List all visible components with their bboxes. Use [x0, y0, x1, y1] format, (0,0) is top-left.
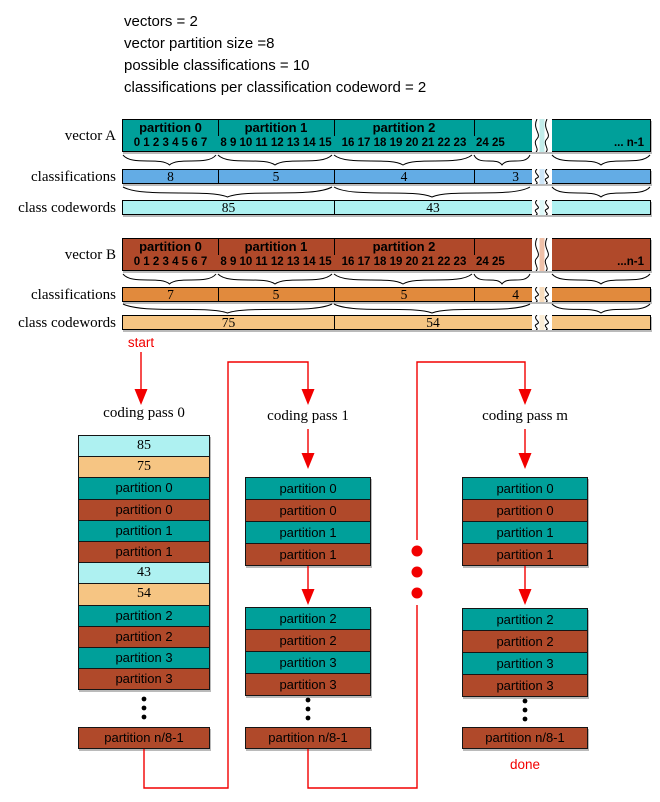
divider	[334, 239, 335, 255]
arrowhead	[519, 453, 532, 469]
sample-indices: 24 25	[476, 137, 505, 149]
arrowhead	[519, 389, 532, 405]
vector-a-classifications-bar	[122, 169, 651, 184]
header-line-partition-size: vector partition size =8	[124, 35, 275, 52]
stack-box: partition 0	[245, 477, 371, 500]
stack-box: partition 3	[462, 652, 588, 675]
partition-segment-label: partition 2	[372, 120, 436, 135]
divider	[334, 316, 335, 329]
stack-box: partition 0	[78, 499, 210, 521]
stack-box: partition 1	[462, 521, 588, 544]
class-codewords-a-label: class codewords	[18, 200, 116, 216]
arrowhead	[302, 389, 315, 405]
header-line-vectors: vectors = 2	[124, 13, 198, 30]
classification-value: 4	[400, 169, 408, 184]
stack-box: partition 2	[78, 605, 210, 627]
classification-value: 7	[167, 287, 174, 302]
classification-value: 3	[512, 169, 519, 184]
codeword-value: 54	[426, 315, 440, 330]
brace	[473, 273, 531, 285]
stack-box: 75	[78, 456, 210, 478]
divider	[474, 239, 475, 255]
stack-box: partition 1	[245, 521, 371, 544]
brace	[333, 273, 473, 285]
stack-box: partition 0	[462, 477, 588, 500]
vector-a-codewords-bar	[122, 200, 651, 215]
brace	[122, 186, 333, 198]
bar-tear-break	[532, 119, 552, 152]
partition-segment-label: partition 2	[372, 239, 436, 254]
stack-box: partition 2	[245, 629, 371, 652]
tail-indices: ... n-1	[613, 137, 644, 149]
stack-box: partition 3	[78, 668, 210, 690]
classifications-b-label: classifications	[31, 287, 116, 303]
codeword-value: 85	[221, 200, 236, 215]
coding-pass-m-label: coding pass m	[482, 408, 568, 424]
stack-box: partition 2	[245, 607, 371, 630]
brace	[551, 303, 651, 314]
bar-tear-break	[532, 238, 552, 271]
coding-pass-0-last-box: partition n/8-1	[78, 727, 210, 749]
arrowhead	[135, 389, 148, 405]
arrowhead	[519, 589, 532, 605]
coding-pass-m-last-box: partition n/8-1	[462, 727, 588, 749]
stack-box: 54	[78, 583, 210, 605]
partition-segment-label: partition 1	[244, 239, 308, 254]
brace	[122, 303, 333, 314]
brace	[217, 273, 333, 285]
stack-box: partition 3	[462, 674, 588, 697]
coding-pass-1-label: coding pass 1	[267, 408, 349, 424]
sample-indices: 16 17 18 19 20 21 22 23	[341, 256, 467, 268]
brace	[333, 303, 531, 314]
stack-box: partition 2	[462, 630, 588, 653]
vector-a-label: vector A	[64, 128, 116, 144]
bar-tear-break	[532, 200, 552, 215]
divider	[218, 239, 219, 255]
coding-pass-m-group1	[462, 477, 588, 566]
divider	[334, 120, 335, 136]
coding-pass-1-group1	[245, 477, 371, 566]
classification-value: 8	[167, 169, 174, 184]
sample-indices: 16 17 18 19 20 21 22 23	[341, 137, 467, 149]
bar-tear-break	[532, 169, 552, 184]
stack-box: partition 0	[78, 477, 210, 499]
vector-b-classifications-bar	[122, 287, 651, 302]
stack-box: partition 3	[245, 673, 371, 696]
vector-a-bar	[122, 119, 651, 152]
stack-box: partition 1	[245, 543, 371, 566]
coding-pass-m-group2	[462, 608, 588, 697]
codeword-value: 75	[221, 315, 236, 330]
divider	[218, 170, 219, 183]
divider	[474, 288, 475, 301]
stack-box: partition 1	[78, 541, 210, 563]
stack-box: partition 0	[462, 499, 588, 522]
arrowhead	[302, 453, 315, 469]
bar-tear-break	[532, 287, 552, 302]
brace	[551, 186, 651, 198]
brace	[473, 154, 531, 166]
partition-segment-label: partition 1	[244, 120, 308, 135]
divider	[218, 288, 219, 301]
sample-indices: 24 25	[476, 256, 505, 268]
brace	[217, 154, 333, 166]
brace	[551, 273, 651, 285]
classifications-a-label: classifications	[31, 169, 116, 185]
header-line-classifications: possible classifications = 10	[124, 57, 310, 74]
classification-value: 5	[400, 287, 408, 302]
codeword-value: 43	[426, 200, 440, 215]
partition-segment-label: partition 0	[139, 120, 202, 135]
partition-segment-label: partition 0	[139, 239, 202, 254]
coding-pass-1-group2	[245, 607, 371, 696]
stack-box: partition 3	[78, 647, 210, 669]
vector-b-bar	[122, 238, 651, 271]
brace	[333, 186, 531, 198]
stack-box: 85	[78, 435, 210, 457]
arrowhead	[302, 589, 315, 605]
sample-indices: 0 1 2 3 4 5 6 7	[133, 137, 208, 149]
start-label: start	[127, 335, 155, 350]
brace	[122, 154, 217, 166]
classification-value: 5	[272, 169, 280, 184]
classification-value: 5	[272, 287, 280, 302]
classification-value: 4	[512, 287, 519, 302]
header-line-classifications-per-codeword: classifications per classification codeword = 2	[124, 79, 427, 96]
stack-box: 43	[78, 562, 210, 584]
sample-indices: 8 9 10 11 12 13 14 15	[220, 137, 332, 149]
divider	[334, 201, 335, 214]
coding-pass-1-last-box: partition n/8-1	[245, 727, 371, 749]
brace	[551, 154, 651, 166]
brace	[122, 273, 217, 285]
done-label: done	[509, 757, 541, 772]
stack-box: partition 1	[462, 543, 588, 566]
coding-pass-0-stack	[78, 435, 210, 690]
divider	[474, 170, 475, 183]
red-ellipsis-dots	[412, 546, 423, 599]
sample-indices: 8 9 10 11 12 13 14 15	[220, 256, 332, 268]
stack-box: partition 3	[245, 651, 371, 674]
stack-box: partition 2	[462, 608, 588, 631]
divider	[474, 120, 475, 136]
bar-tear-break	[532, 315, 552, 330]
class-codewords-b-label: class codewords	[18, 315, 116, 331]
stack-box: partition 0	[245, 499, 371, 522]
vector-b-codewords-bar	[122, 315, 651, 330]
tail-indices: ...n-1	[617, 256, 644, 268]
coding-pass-0-label: coding pass 0	[103, 405, 185, 421]
stack-box: partition 2	[78, 626, 210, 648]
divider	[334, 288, 335, 301]
stack-box: partition 1	[78, 520, 210, 542]
divider	[218, 120, 219, 136]
divider	[334, 170, 335, 183]
black-ellipsis-dots	[142, 697, 528, 722]
vector-b-label: vector B	[64, 247, 116, 263]
brace	[333, 154, 473, 166]
sample-indices: 0 1 2 3 4 5 6 7	[133, 256, 208, 268]
